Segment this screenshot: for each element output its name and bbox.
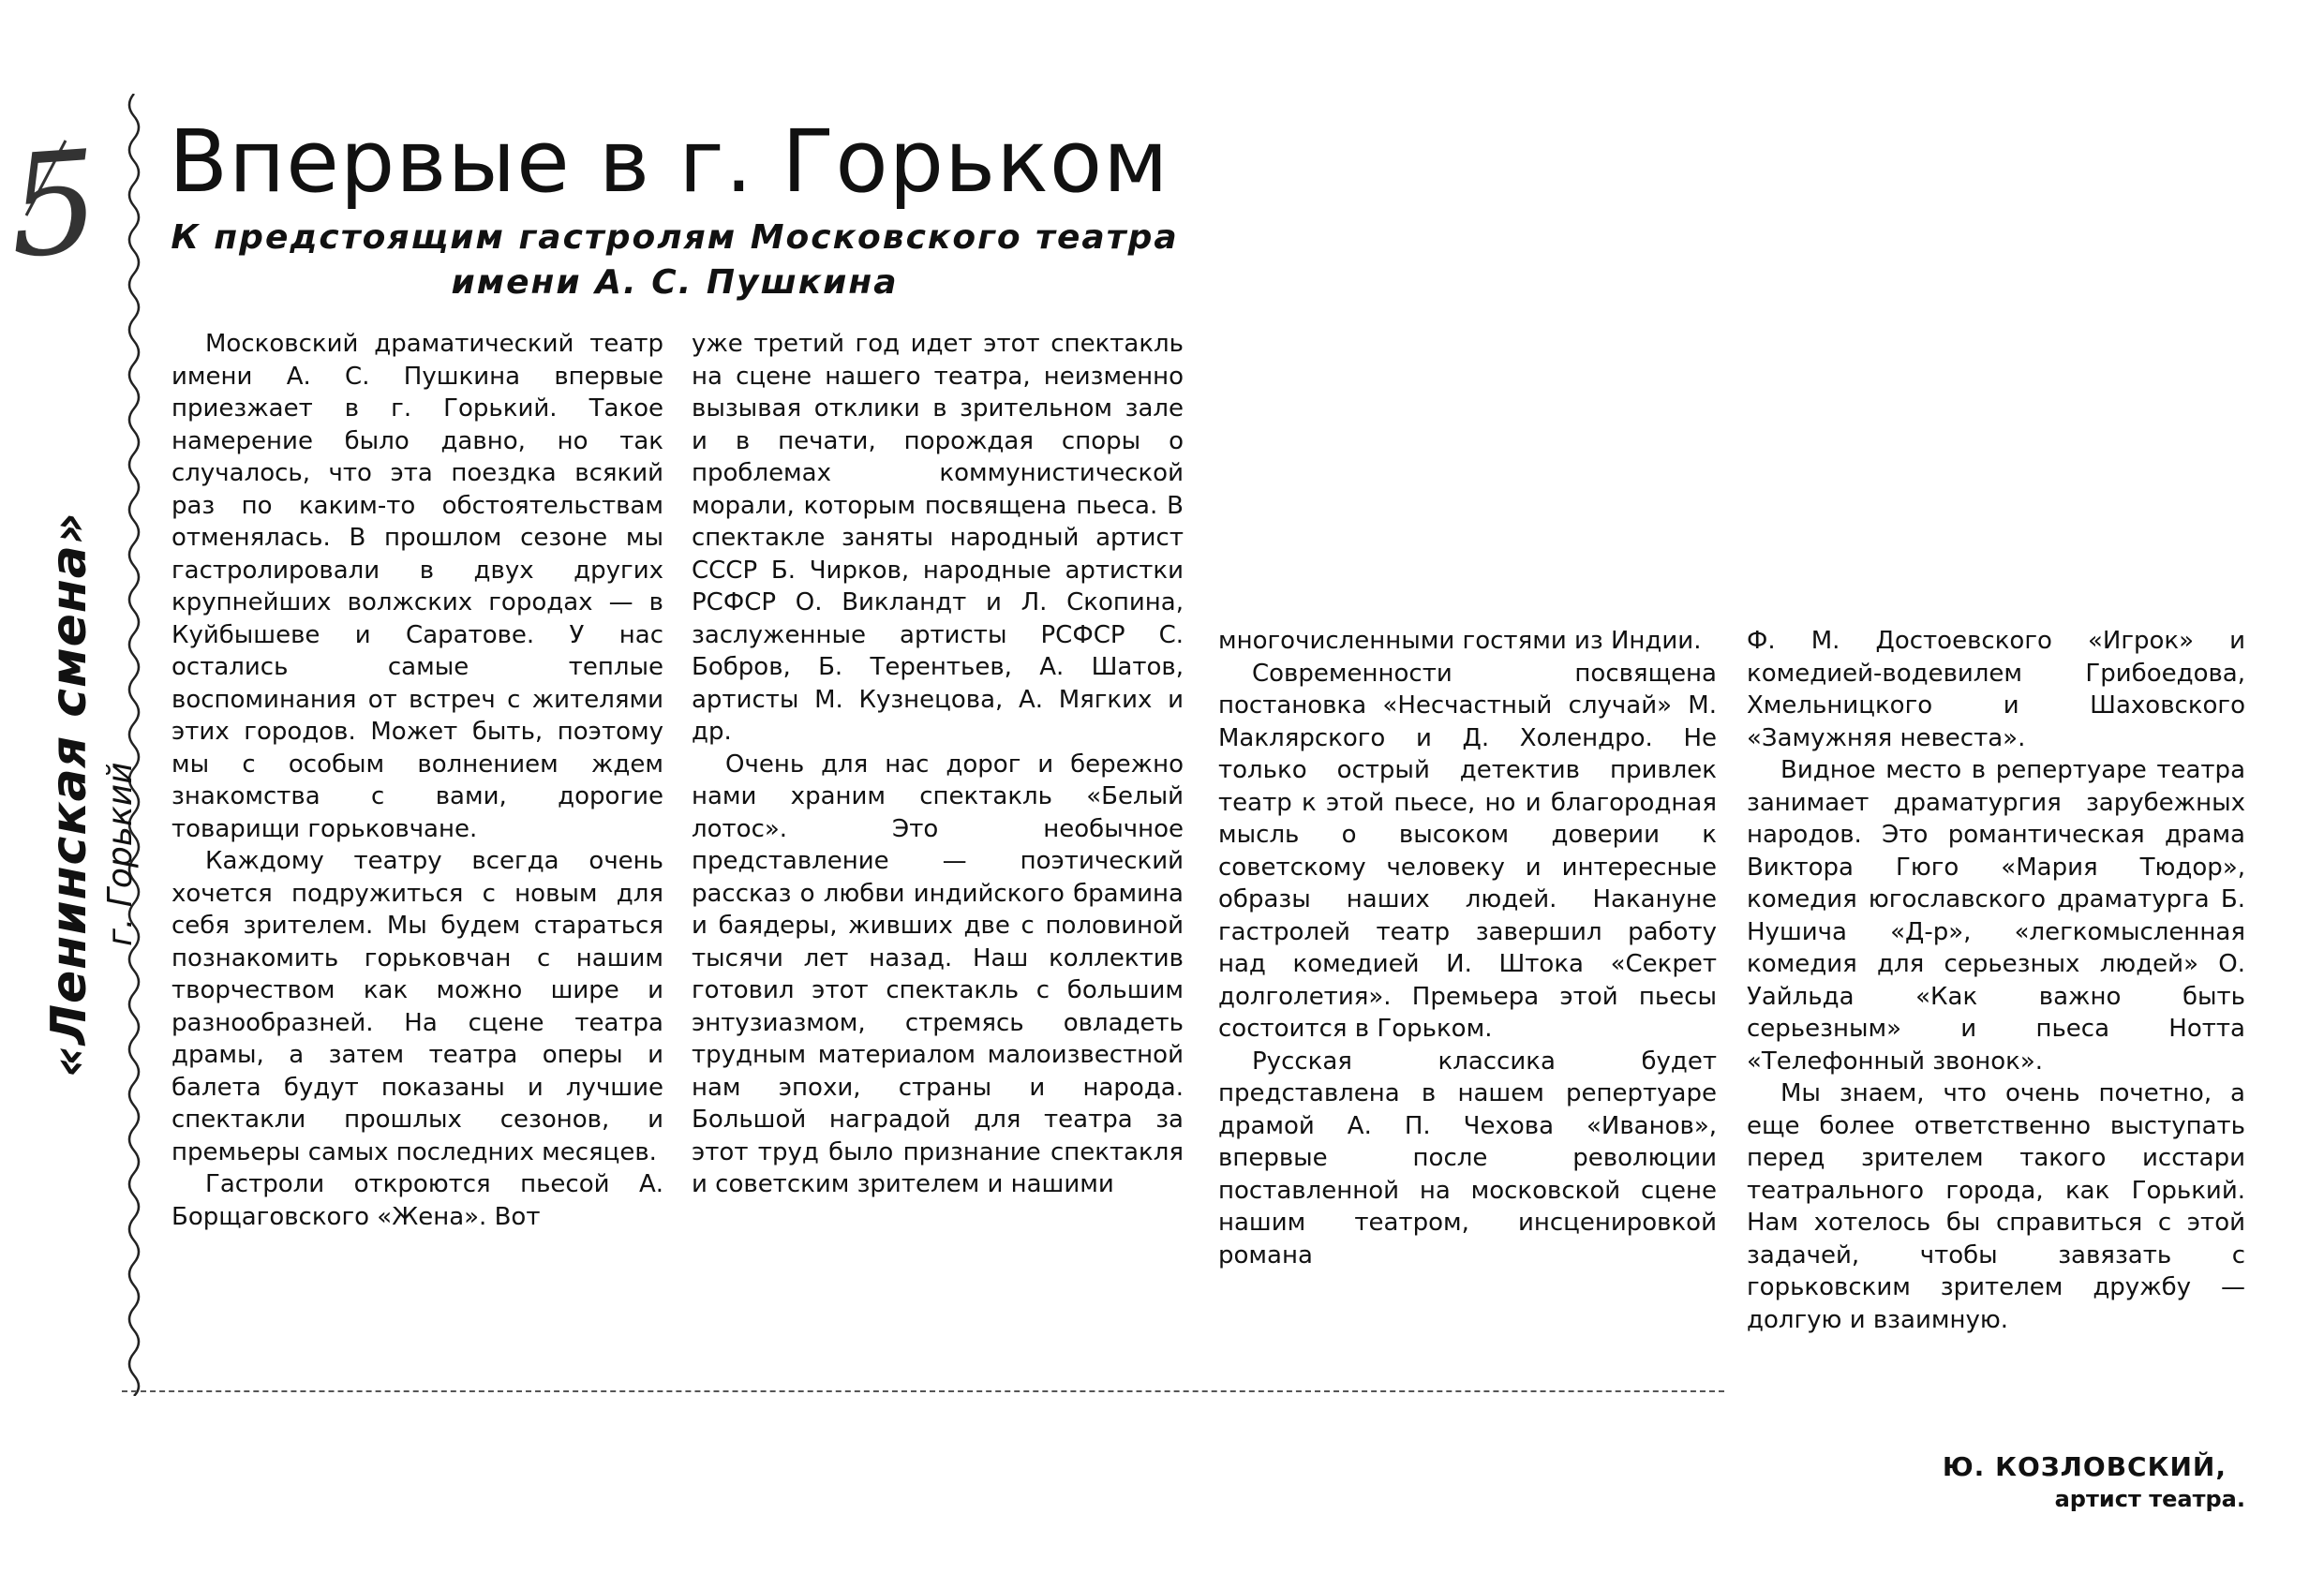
paragraph: Каждому театру всегда очень хочется подружиться с новым для себя зрителем. Мы будем стараться познакомить горьковчан с нашим творчеством как можно шире и разнообразней. На сцене театра драмы, а затем театра оперы и балета будут показаны и лучшие спектакли прошлых сезонов, и премьеры самых последних месяцев. <box>171 847 663 1166</box>
newspaper-city: г. Горький <box>101 762 140 946</box>
article-signature <box>1747 1450 2245 1514</box>
article-subhead: К предстоящим гастролям Московского театра имени А. С. Пушкина <box>171 218 1179 302</box>
paragraph: Видное место в репертуаре театра занимает драматургия зарубежных народов. Это романтическая драма Виктора Гюго «Мария Тюдор», комедия югославского драматурга Б. Нушича «Д-р», «легкомысленная комедия для серьезных людей» О. Уайльда «Как важно быть серьезным» и пьеса Нотта «Телефонный звонок». <box>1747 756 2245 1076</box>
author-name: Ю. КОЗЛОВСКИЙ, <box>1942 1451 2227 1482</box>
article-column-4 <box>1747 625 2245 1468</box>
paragraph: Русская классика будет представлена в нашем репертуаре драмой А. П. Чехова «Иванов», впервые после революции поставленной на московской сцене нашим театром, инсценировкой романа <box>1218 1047 1717 1270</box>
pen-stroke-icon <box>0 120 105 290</box>
paragraph: Ф. М. Достоевского «Игрок» и комедией-водевилем Грибоедова, Хмельницкого и Шаховского «Замужняя невеста». <box>1747 627 2245 752</box>
paragraph: Современности посвящена постановка «Несчастный случай» М. Маклярского и Д. Холендро. Не только острый детектив привлек театр к этой пьесе, но и благородная мысль о высоком доверии к советскому человеку и интересные образы наших людей. Накануне гастролей театр завершил работу над комедией И. Штока «Секрет долголетия». Премьера этой пьесы состоится в Горьком. <box>1218 659 1717 1043</box>
article-column-3 <box>1218 625 1717 1384</box>
paragraph: Московский драматический театр имени А. С. Пушкина впервые приезжает в г. Горький. Такое намерение было давно, но так случалось, что эта поездка всякий раз по каким-то обстоятельствам отменялась. В прошлом сезоне мы гастролировали в двух других крупнейших волжских городах — в Куйбышеве и Саратове. У нас остались самые теплые воспоминания от встреч с жителями этих городов. Может быть, поэтому мы с особым волнением ждем знакомства с вами, дорогие товарищи горьковчане. <box>171 330 663 843</box>
newspaper-masthead <box>42 422 145 1077</box>
article-column-1 <box>171 328 663 1387</box>
paragraph: Очень для нас дорог и бережно нами храним спектакль «Белый лотос». Это необычное представление — поэтический рассказ о любви индийского брамина и баядеры, живших две с половиной тысячи лет назад. Наш коллектив готовил этот спектакль с большим энтузиазмом, стремясь овладеть трудным материалом малоизвестной нам эпохи, страны и народа. Большой наградой для театра за этот труд было признание спектакля и советским зрителем и нашими <box>692 750 1184 1198</box>
newspaper-name: «Ленинская смена» <box>41 512 97 1077</box>
bottom-dashed-rule <box>122 1390 1724 1392</box>
paragraph: Гастроли откроются пьесой А. Борщаговского «Жена». Вот <box>171 1170 663 1231</box>
article-column-2 <box>692 328 1184 1387</box>
article-headline: Впервые в г. Горьком <box>169 111 1169 212</box>
handwritten-page-number: 5 <box>4 120 105 290</box>
paragraph: Мы знаем, что очень почетно, а еще более ответственно выступать перед зрителем такого исстари театрального города, как Горький. Нам хотелось бы справиться с этой задачей, чтобы завязать с горьковским зрителем дружбу — долгую и взаимную. <box>1747 1079 2245 1334</box>
author-role: артист театра. <box>2054 1486 2245 1512</box>
paragraph: многочисленными гостями из Индии. <box>1218 627 1702 655</box>
paragraph: уже третий год идет этот спектакль на сцене нашего театра, неизменно вызывая отклики в зрительном зале и в печати, порождая споры о проблемах коммунистической морали, которым посвящена пьеса. В спектакле заняты народный артист СССР Б. Чирков, народные артистки РСФСР О. Викландт и Л. Скопина, заслуженные артисты РСФСР С. Бобров, Б. Терентьев, А. Шатов, артисты М. Кузнецова, А. Мягких и др. <box>692 330 1184 746</box>
